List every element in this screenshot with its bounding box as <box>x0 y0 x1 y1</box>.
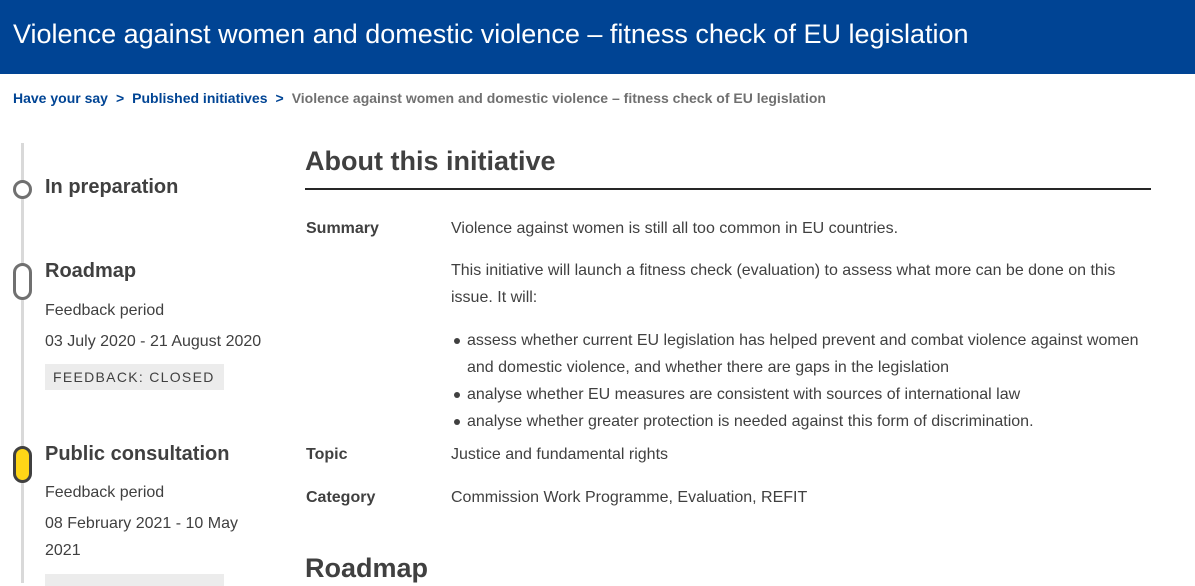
breadcrumb-published-initiatives[interactable]: Published initiatives <box>132 90 268 106</box>
breadcrumb-current: Violence against women and domestic violence – fitness check of EU legislation <box>291 90 826 106</box>
stage-period-label: Feedback period <box>45 302 165 319</box>
summary-paragraph-2: This initiative will launch a fitness check (evaluation) to assess what more can be done on this issue. It will: <box>451 262 1116 306</box>
about-title: About this initiative <box>305 146 556 176</box>
stage-dates-line1: 08 February 2021 - 10 May <box>45 515 238 532</box>
breadcrumb <box>13 89 826 107</box>
page-header <box>0 0 1195 74</box>
stage-dates-line2: 2021 <box>45 542 81 559</box>
summary-bullet-list <box>451 327 1151 435</box>
topic-label: Topic <box>306 446 348 463</box>
topic-value: Justice and fundamental rights <box>451 446 669 463</box>
status-badge: FEEDBACK: CLOSED <box>45 364 224 390</box>
summary-paragraph-1: Violence against women is still all too common in EU countries. <box>451 220 899 237</box>
chevron-right-icon: > <box>115 90 125 106</box>
breadcrumb-have-your-say[interactable]: Have your say <box>13 90 108 106</box>
chevron-right-icon: > <box>275 90 284 106</box>
stage-dot-icon <box>13 180 32 199</box>
list-item: assess whether current EU legislation has helped prevent and combat violence against women and domestic violence, and whether there are gaps in the legislation <box>451 327 1151 381</box>
list-item: analyse whether greater protection is needed against this form of discrimination. <box>451 408 1151 435</box>
roadmap-section-title: Roadmap <box>305 553 429 583</box>
stage-title-in-preparation: In preparation <box>45 176 179 198</box>
category-label: Category <box>306 489 376 506</box>
stage-period-label: Feedback period <box>45 484 165 501</box>
timeline-line <box>21 143 24 583</box>
status-badge <box>45 574 224 586</box>
stage-dates: 03 July 2020 - 21 August 2020 <box>45 333 262 350</box>
stage-pill-icon <box>13 263 32 300</box>
stage-title-roadmap[interactable]: Roadmap <box>45 260 137 282</box>
list-item: analyse whether EU measures are consistent with sources of international law <box>451 381 1151 408</box>
stage-pill-active-icon <box>13 446 32 483</box>
divider <box>305 188 1151 190</box>
summary-label: Summary <box>306 220 379 237</box>
category-value: Commission Work Programme, Evaluation, REFIT <box>451 489 808 506</box>
page-title: Violence against women and domestic violence – fitness check of EU legislation <box>13 19 969 49</box>
stage-title-public-consultation[interactable]: Public consultation <box>45 443 230 465</box>
